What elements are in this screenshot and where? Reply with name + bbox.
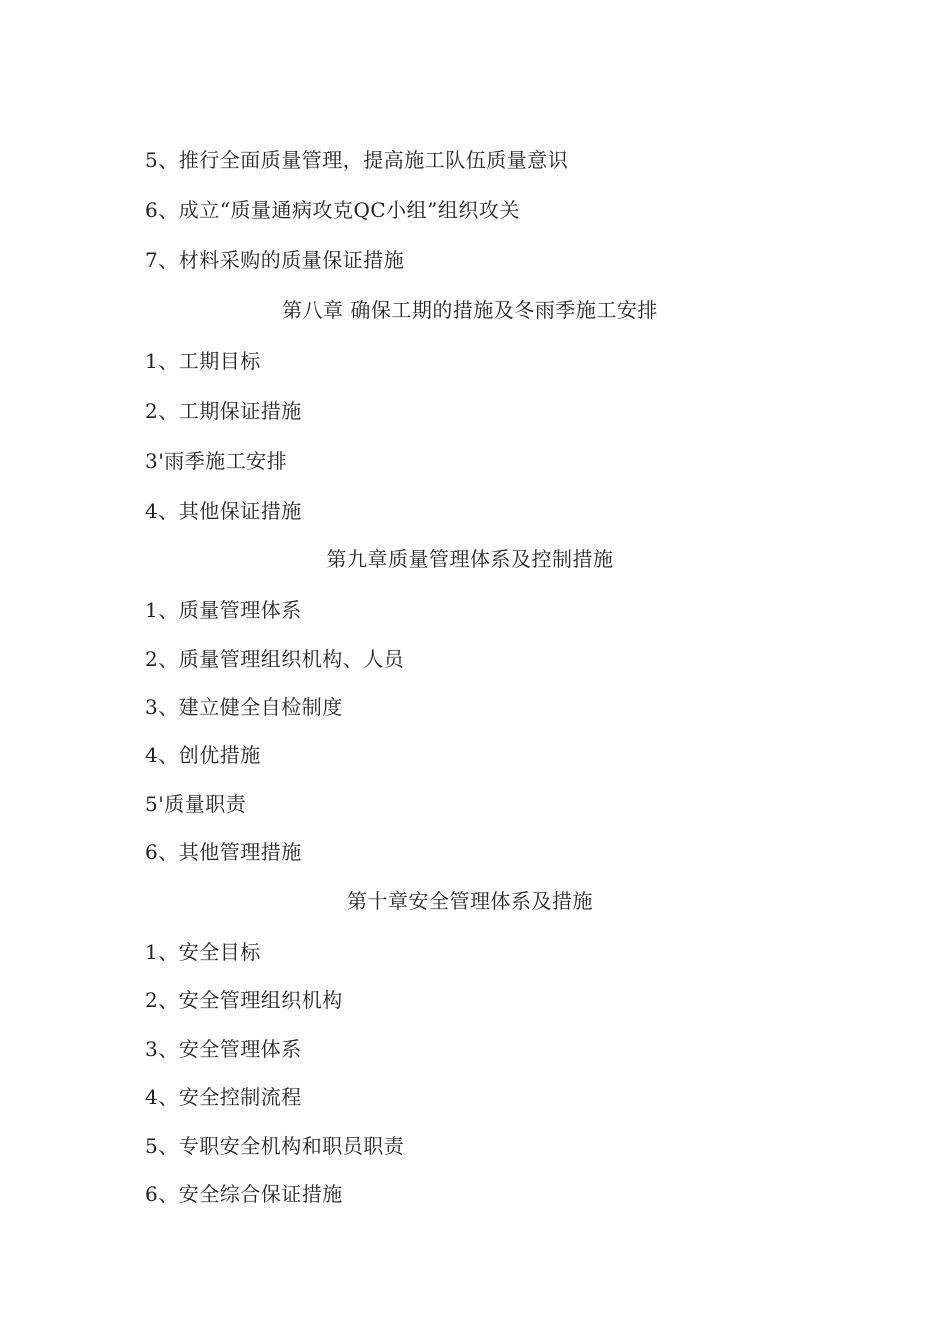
list-item: 3、建立健全自检制度 xyxy=(145,695,343,719)
list-item: 2、工期保证措施 xyxy=(145,399,302,423)
list-item: 1、安全目标 xyxy=(145,940,261,964)
list-item: 5'质量职责 xyxy=(145,792,247,816)
list-item: 1、质量管理体系 xyxy=(145,598,302,622)
list-item: 6、其他管理措施 xyxy=(145,840,302,864)
list-item: 5、推行全面质量管理，提高施工队伍质量意识 xyxy=(145,148,569,172)
list-item: 4、创优措施 xyxy=(145,743,261,767)
list-item: 1、工期目标 xyxy=(145,349,261,373)
chapter-10-heading: 第十章安全管理体系及措施 xyxy=(347,889,593,913)
list-item: 4、安全控制流程 xyxy=(145,1085,302,1109)
list-item: 6、安全综合保证措施 xyxy=(145,1182,343,1206)
list-item: 4、其他保证措施 xyxy=(145,499,302,523)
list-item: 6、成立“质量通病攻克QC小组”组织攻关 xyxy=(145,198,520,222)
list-item: 5、专职安全机构和职员职责 xyxy=(145,1134,405,1158)
chapter-9-heading: 第九章质量管理体系及控制措施 xyxy=(326,547,614,571)
list-item: 3、安全管理体系 xyxy=(145,1037,302,1061)
list-item: 7、材料采购的质量保证措施 xyxy=(145,248,405,272)
list-item: 2、安全管理组织机构 xyxy=(145,988,343,1012)
list-item: 2、质量管理组织机构、人员 xyxy=(145,647,405,671)
list-item: 3'雨季施工安排 xyxy=(145,449,288,473)
chapter-8-heading: 第八章 确保工期的措施及冬雨季施工安排 xyxy=(282,298,658,322)
